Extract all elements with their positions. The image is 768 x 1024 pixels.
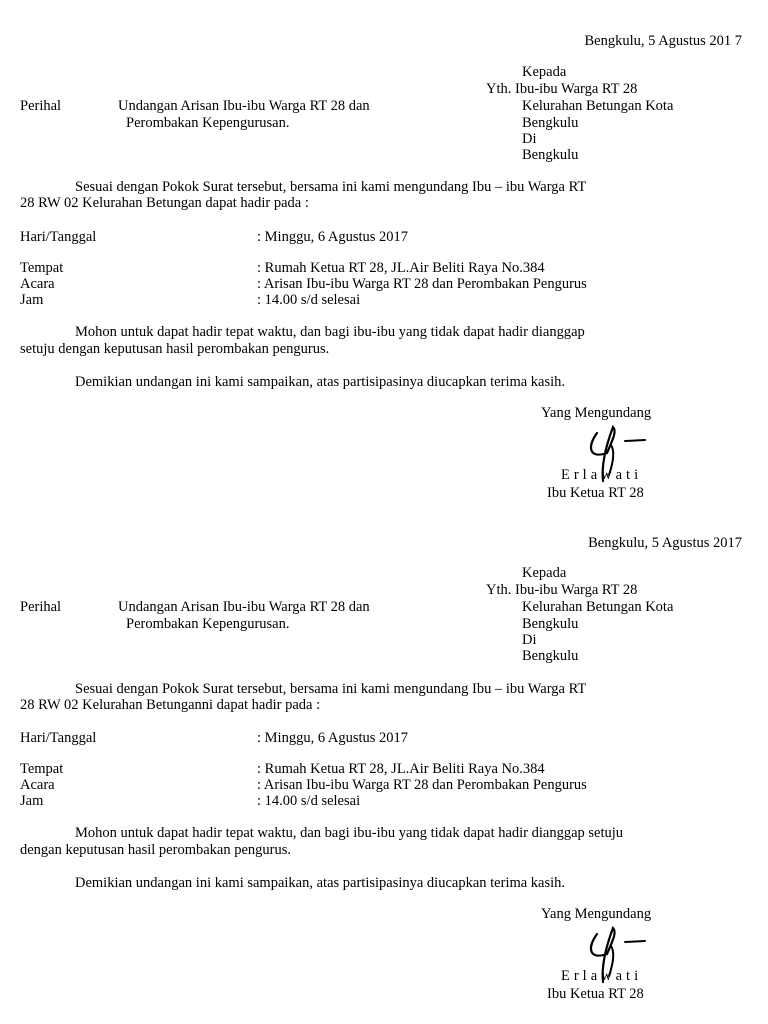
detail-label-place: Tempat xyxy=(20,761,64,777)
closing-salutation: Yang Mengundang xyxy=(541,405,652,421)
recipient-line: Kelurahan Betungan Kota xyxy=(522,599,674,615)
detail-value-date: : Minggu, 6 Agustus 2017 xyxy=(257,730,409,746)
letter-date: Bengkulu, 5 Agustus 201 7 xyxy=(584,33,742,49)
detail-label-date: Hari/Tanggal xyxy=(20,730,97,746)
recipient-yth: Yth. Ibu-ibu Warga RT 28 xyxy=(486,81,638,97)
recipient-line: Bengkulu xyxy=(522,147,579,163)
recipient-line: Bengkulu xyxy=(522,648,579,664)
request-paragraph: setuju dengan keputusan hasil perombakan pengurus. xyxy=(20,341,330,357)
detail-value-event: : Arisan Ibu-ibu Warga RT 28 dan Perombakan Pengurus xyxy=(257,777,587,793)
closing-paragraph: Demikian undangan ini kami sampaikan, atas partisipasinya diucapkan terima kasih. xyxy=(75,374,566,390)
subject-line: Undangan Arisan Ibu-ibu Warga RT 28 dan xyxy=(118,599,370,615)
recipient-kepada: Kepada xyxy=(522,64,567,80)
invitation-letter-2 xyxy=(0,501,768,1001)
opening-paragraph: 28 RW 02 Kelurahan Betunganni dapat hadir pada : xyxy=(20,697,321,713)
signer-role: Ibu Ketua RT 28 xyxy=(547,986,644,1002)
recipient-line: Kelurahan Betungan Kota xyxy=(522,98,674,114)
recipient-line: Di xyxy=(522,131,537,147)
opening-paragraph: 28 RW 02 Kelurahan Betungan dapat hadir pada : xyxy=(20,195,309,211)
detail-value-place: : Rumah Ketua RT 28, JL.Air Beliti Raya No.384 xyxy=(257,761,545,777)
recipient-kepada: Kepada xyxy=(522,565,567,581)
signer-name: Erlawati xyxy=(561,968,643,984)
detail-value-date: : Minggu, 6 Agustus 2017 xyxy=(257,229,409,245)
detail-value-place: : Rumah Ketua RT 28, JL.Air Beliti Raya No.384 xyxy=(257,260,545,276)
detail-value-event: : Arisan Ibu-ibu Warga RT 28 dan Perombakan Pengurus xyxy=(257,276,587,292)
subject-line: Perombakan Kepengurusan. xyxy=(126,115,290,131)
opening-paragraph: Sesuai dengan Pokok Surat tersebut, bersama ini kami mengundang Ibu – ibu Warga RT xyxy=(75,681,587,697)
detail-label-event: Acara xyxy=(20,276,55,292)
detail-value-time: : 14.00 s/d selesai xyxy=(257,793,361,809)
detail-label-time: Jam xyxy=(20,292,44,308)
subject-line: Perombakan Kepengurusan. xyxy=(126,616,290,632)
detail-value-time: : 14.00 s/d selesai xyxy=(257,292,361,308)
subject-label: Perihal xyxy=(20,599,62,615)
detail-label-place: Tempat xyxy=(20,260,64,276)
request-paragraph: Mohon untuk dapat hadir tepat waktu, dan bagi ibu-ibu yang tidak dapat hadir dianggap setuju xyxy=(75,825,624,841)
request-paragraph: Mohon untuk dapat hadir tepat waktu, dan bagi ibu-ibu yang tidak dapat hadir dianggap xyxy=(75,324,585,340)
detail-label-time: Jam xyxy=(20,793,44,809)
recipient-line: Bengkulu xyxy=(522,616,579,632)
subject-label: Perihal xyxy=(20,98,62,114)
recipient-line: Di xyxy=(522,632,537,648)
recipient-yth: Yth. Ibu-ibu Warga RT 28 xyxy=(486,582,638,598)
recipient-line: Bengkulu xyxy=(522,115,579,131)
opening-paragraph: Sesuai dengan Pokok Surat tersebut, bersama ini kami mengundang Ibu – ibu Warga RT xyxy=(75,179,587,195)
detail-label-date: Hari/Tanggal xyxy=(20,229,97,245)
request-paragraph: dengan keputusan hasil perombakan pengurus. xyxy=(20,842,291,858)
subject-line: Undangan Arisan Ibu-ibu Warga RT 28 dan xyxy=(118,98,370,114)
signer-name: Erlawati xyxy=(561,467,643,483)
signer-role: Ibu Ketua RT 28 xyxy=(547,485,644,501)
closing-paragraph: Demikian undangan ini kami sampaikan, atas partisipasinya diucapkan terima kasih. xyxy=(75,875,566,891)
letter-date: Bengkulu, 5 Agustus 2017 xyxy=(588,535,742,551)
detail-label-event: Acara xyxy=(20,777,55,793)
closing-salutation: Yang Mengundang xyxy=(541,906,652,922)
invitation-letter-1 xyxy=(0,0,768,500)
